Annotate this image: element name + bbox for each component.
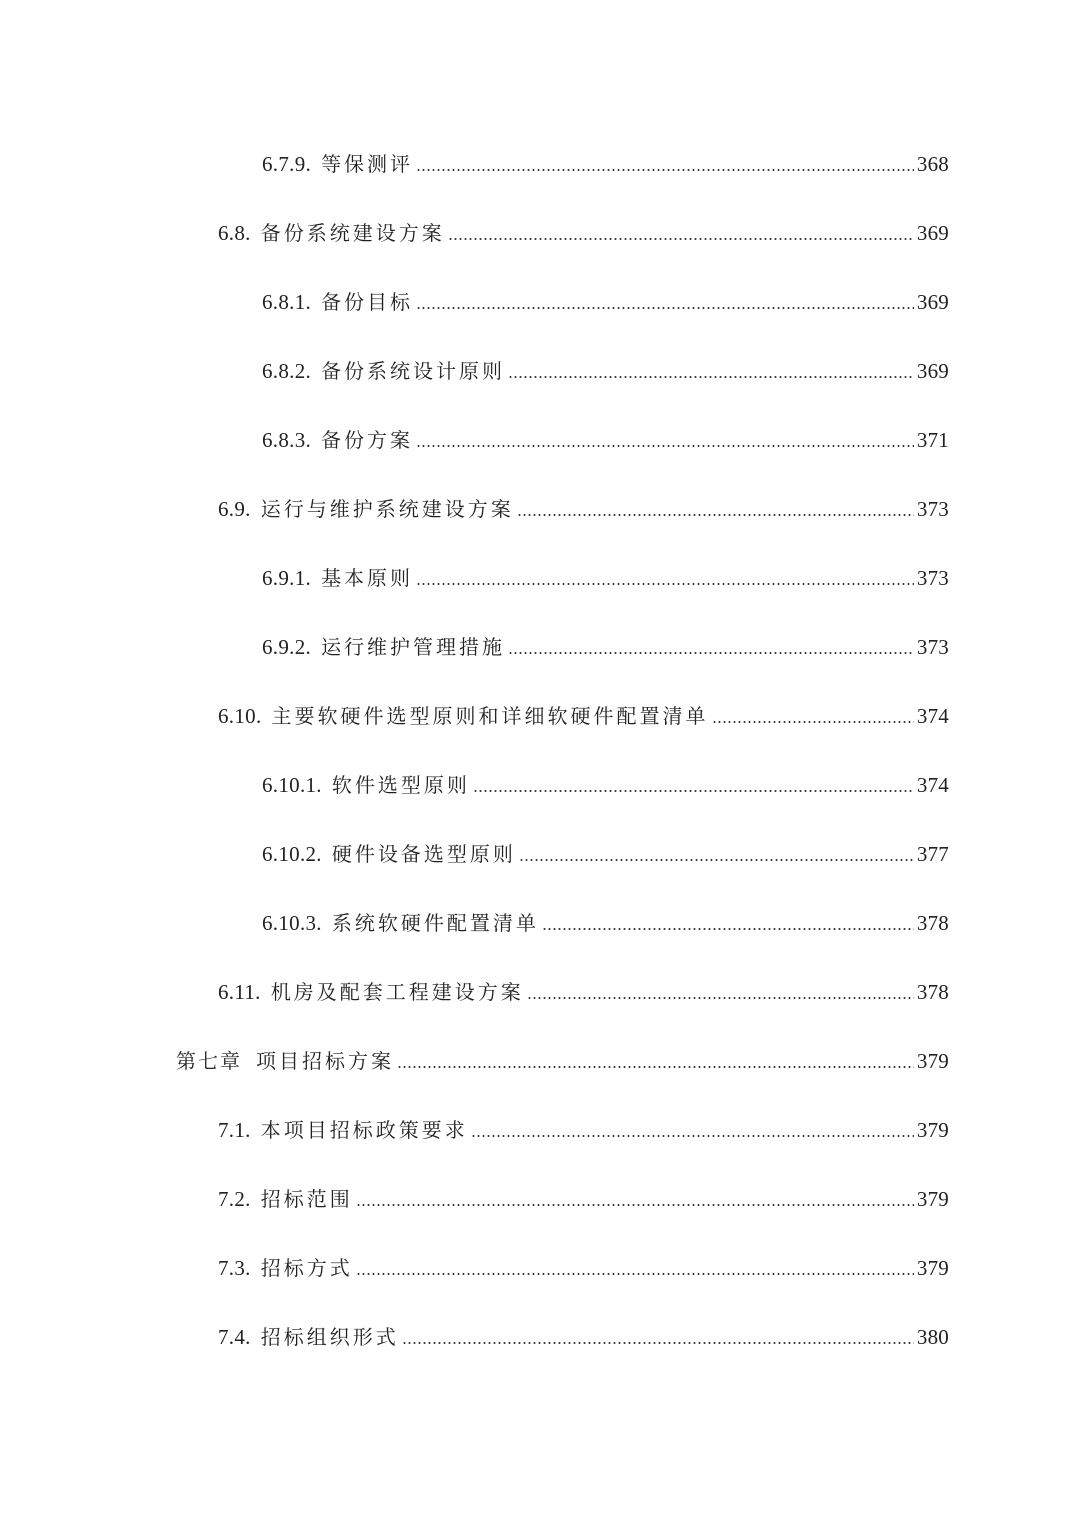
toc-entry[interactable]	[262, 830, 949, 866]
toc-entry[interactable]	[218, 1175, 949, 1211]
toc-entry-page: 373	[916, 497, 949, 521]
toc-entry-number: 6.8.	[218, 221, 251, 245]
toc-entry-page: 374	[916, 704, 949, 728]
toc-entry[interactable]	[262, 761, 949, 797]
toc-entry-title: 备份系统建设方案	[260, 221, 445, 245]
toc-entry-title: 运行与维护系统建设方案	[260, 497, 514, 521]
dot-leader	[508, 652, 914, 654]
toc-entry-title: 系统软硬件配置清单	[331, 911, 539, 935]
toc-entry[interactable]	[262, 278, 949, 314]
dot-leader	[356, 1204, 914, 1206]
toc-entry-number: 6.11.	[218, 980, 261, 1004]
toc-entry-page: 380	[916, 1325, 949, 1349]
toc-entry-page: 378	[916, 911, 949, 935]
toc-entry-title: 软件选型原则	[331, 773, 470, 797]
toc-entry-title: 本项目招标政策要求	[260, 1118, 468, 1142]
toc-entry-number: 6.8.1.	[262, 290, 312, 314]
toc-entry-page: 378	[916, 980, 949, 1004]
toc-entry[interactable]	[262, 347, 949, 383]
toc-entry-number: 7.1.	[218, 1118, 251, 1142]
dot-leader	[356, 1273, 914, 1275]
toc-entry-page: 373	[916, 635, 949, 659]
toc-entry-title: 主要软硬件选型原则和详细软硬件配置清单	[271, 704, 709, 728]
toc-entry-number: 6.10.3.	[262, 911, 322, 935]
toc-entry-number: 6.9.2.	[262, 635, 312, 659]
toc-entry-number: 6.8.2.	[262, 359, 312, 383]
toc-entry-title: 基本原则	[321, 566, 414, 590]
toc-entry-title: 项目招标方案	[256, 1049, 394, 1073]
toc-entry-number: 6.7.9.	[262, 152, 312, 176]
toc-entry-page: 369	[916, 290, 949, 314]
dot-leader	[402, 1342, 914, 1344]
toc-entry-title: 备份目标	[321, 290, 414, 314]
toc-entry-page: 369	[916, 221, 949, 245]
toc-entry-number: 7.4.	[218, 1325, 251, 1349]
toc-entry-number: 6.8.3.	[262, 428, 312, 452]
toc-entry-number: 第七章	[176, 1049, 242, 1073]
dot-leader	[508, 376, 914, 378]
dot-leader	[448, 238, 914, 240]
dot-leader	[519, 859, 914, 861]
toc-entry-page: 369	[916, 359, 949, 383]
toc-entry[interactable]	[218, 692, 949, 728]
toc-entry-number: 7.3.	[218, 1256, 251, 1280]
toc-entry[interactable]	[218, 485, 949, 521]
toc-entry[interactable]	[218, 968, 949, 1004]
toc-entry-title: 运行维护管理措施	[321, 635, 506, 659]
dot-leader	[473, 790, 914, 792]
toc-entry-title: 招标方式	[260, 1256, 353, 1280]
toc-entry[interactable]	[218, 1244, 949, 1280]
toc-entry-title: 等保测评	[321, 152, 414, 176]
toc-entry[interactable]	[176, 1037, 949, 1073]
toc-entry-title: 备份系统设计原则	[321, 359, 506, 383]
toc-entry[interactable]	[218, 1106, 949, 1142]
toc-entry-page: 379	[916, 1187, 949, 1211]
toc-entry[interactable]	[262, 623, 949, 659]
toc-entry[interactable]	[262, 416, 949, 452]
toc-entry-title: 招标组织形式	[260, 1325, 399, 1349]
dot-leader	[416, 583, 914, 585]
toc-entry-title: 机房及配套工程建设方案	[270, 980, 524, 1004]
toc-entry-number: 6.9.	[218, 497, 251, 521]
toc-entry-title: 硬件设备选型原则	[331, 842, 516, 866]
toc-entry[interactable]	[262, 899, 949, 935]
toc-entry-title: 招标范围	[260, 1187, 353, 1211]
dot-leader	[471, 1135, 914, 1137]
toc-entry-page: 371	[916, 428, 949, 452]
toc-entry-page: 373	[916, 566, 949, 590]
toc-entry-page: 368	[916, 152, 949, 176]
toc-entry-page: 374	[916, 773, 949, 797]
toc-entry[interactable]	[262, 554, 949, 590]
toc-entry-page: 377	[916, 842, 949, 866]
toc-entry-number: 6.10.1.	[262, 773, 322, 797]
toc-entry[interactable]	[218, 209, 949, 245]
toc-entry-page: 379	[916, 1118, 949, 1142]
toc-entry-page: 379	[916, 1049, 949, 1073]
dot-leader	[416, 445, 914, 447]
dot-leader	[416, 307, 914, 309]
dot-leader	[527, 997, 914, 999]
toc-entry-number: 6.10.2.	[262, 842, 322, 866]
toc-entry-page: 379	[916, 1256, 949, 1280]
dot-leader	[397, 1066, 914, 1068]
dot-leader	[416, 169, 914, 171]
toc-entry-title: 备份方案	[321, 428, 414, 452]
dot-leader	[542, 928, 914, 930]
toc-entry-number: 6.10.	[218, 704, 262, 728]
dot-leader	[517, 514, 914, 516]
toc-entry[interactable]	[218, 1313, 949, 1349]
toc-entry-number: 6.9.1.	[262, 566, 312, 590]
dot-leader	[712, 721, 914, 723]
toc-entry[interactable]	[262, 140, 949, 176]
toc-entry-number: 7.2.	[218, 1187, 251, 1211]
